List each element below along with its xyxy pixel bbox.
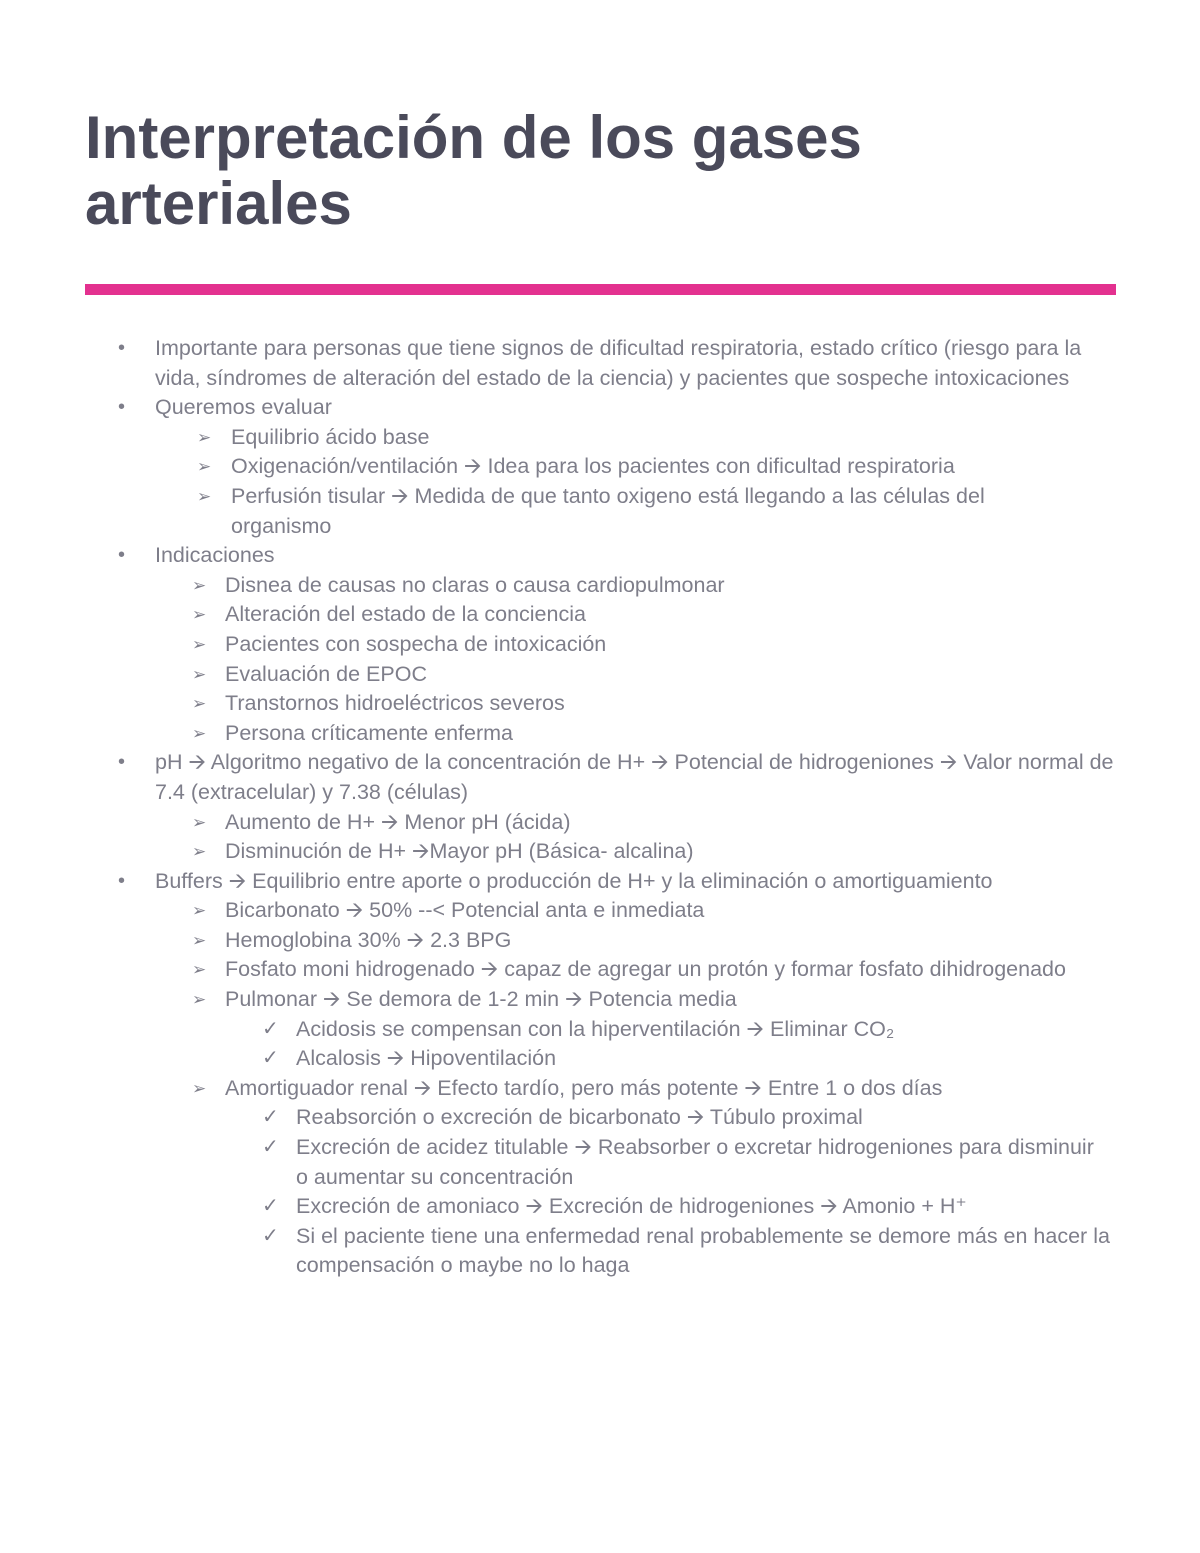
list-item-text: Fosfato moni hidrogenado 🡪 capaz de agregar un protón y formar fosfato dihidrogenado [225,957,1066,982]
arrowhead-bullet-icon: ➢ [192,1078,207,1098]
arrowhead-bullet-icon: ➢ [192,634,207,654]
bullet-icon: • [118,544,126,567]
list-item-text: Alteración del estado de la conciencia [225,602,586,627]
list-item [0,482,1200,541]
checkmark-icon: ✓ [262,1106,279,1129]
list-item-text: Queremos evaluar [155,395,332,420]
arrowhead-bullet-icon: ➢ [192,901,207,921]
list-item [0,423,1200,453]
list-item [0,719,1200,749]
list-item [0,600,1200,630]
list-item-text: Aumento de H+ 🡪 Menor pH (ácida) [225,809,571,834]
bullet-icon: • [118,396,126,419]
list-item-text: Reabsorción o excreción de bicarbonato 🡪 Túbulo proximal [296,1105,863,1130]
list-item [0,867,1200,897]
list-item-text: Hemoglobina 30% 🡪 2.3 BPG [225,927,512,952]
list-item [0,808,1200,838]
list-item [0,630,1200,660]
list-item-text: Disminución de H+ 🡪Mayor pH (Básica- alcalina) [225,839,694,864]
list-item-text: Importante para personas que tiene signos de dificultad respiratoria, estado crítico (riesgo para la vida, síndromes de alteración del estado de la ciencia) y pacientes que sospeche intoxicaciones [155,336,1082,390]
list-item [0,1015,1200,1045]
list-item [0,334,1200,393]
list-item [0,541,1200,571]
list-item-text: Bicarbonato 🡪 50% --< Potencial anta e inmediata [225,898,705,923]
list-item-text: Transtornos hidroeléctricos severos [225,691,565,716]
list-item [0,1222,1200,1281]
arrowhead-bullet-icon: ➢ [192,605,207,625]
list-item [0,1074,1200,1104]
list-item [0,896,1200,926]
list-item [0,660,1200,690]
arrowhead-bullet-icon: ➢ [192,930,207,950]
arrowhead-bullet-icon: ➢ [192,960,207,980]
list-item-text: Buffers 🡪 Equilibrio entre aporte o producción de H+ y la eliminación o amortiguamiento [155,868,993,893]
list-item-text: Perfusión tisular 🡪 Medida de que tanto oxigeno está llegando a las células del organismo [231,483,985,538]
arrowhead-bullet-icon: ➢ [192,664,207,684]
checkmark-icon: ✓ [262,1047,279,1070]
list-item-text: Equilibrio ácido base [231,424,430,449]
list-item [0,837,1200,867]
list-item-text: Acidosis se compensan con la hiperventilación 🡪 Eliminar CO₂ [296,1016,895,1041]
arrowhead-bullet-icon: ➢ [192,575,207,595]
list-item [0,1103,1200,1133]
list-item [0,985,1200,1015]
list-item-text: Pulmonar 🡪 Se demora de 1-2 min 🡪 Potencia media [225,987,737,1012]
checkmark-icon: ✓ [262,1136,279,1159]
arrowhead-bullet-icon: ➢ [192,842,207,862]
list-item-text: Disnea de causas no claras o causa cardiopulmonar [225,572,725,597]
list-item-text: Persona críticamente enferma [225,720,513,745]
list-item-text: Evaluación de EPOC [225,661,427,686]
checkmark-icon: ✓ [262,1017,279,1040]
notes-list [0,334,1200,1281]
list-item [0,1133,1200,1192]
list-item-text: Pacientes con sospecha de intoxicación [225,631,607,656]
list-item [0,452,1200,482]
bullet-icon: • [118,337,126,359]
list-item [0,689,1200,719]
list-item [0,571,1200,601]
list-item [0,1044,1200,1074]
arrowhead-bullet-icon: ➢ [192,812,207,832]
list-item [0,393,1200,423]
arrowhead-bullet-icon: ➢ [192,723,207,743]
arrowhead-bullet-icon: ➢ [192,990,207,1010]
list-item-text: Indicaciones [155,543,275,568]
checkmark-icon: ✓ [262,1195,279,1218]
list-item [0,926,1200,956]
page-title: Interpretación de los gases arteriales [85,104,862,237]
list-item-text: Alcalosis 🡪 Hipoventilación [296,1046,557,1071]
checkmark-icon: ✓ [262,1224,279,1247]
arrowhead-bullet-icon: ➢ [197,427,212,447]
bullet-icon: • [118,869,126,892]
list-item [0,955,1200,985]
arrowhead-bullet-icon: ➢ [197,486,212,506]
list-item-text: Excreción de acidez titulable 🡪 Reabsorber o excretar hidrogeniones para disminuir o aumentar su concentración [296,1135,1094,1189]
title-divider [85,284,1116,295]
list-item-text: Amortiguador renal 🡪 Efecto tardío, pero más potente 🡪 Entre 1 o dos días [225,1075,943,1100]
list-item-text: Excreción de amoniaco 🡪 Excreción de hidrogeniones 🡪 Amonio + H⁺ [296,1194,967,1219]
list-item-text: Oxigenación/ventilación 🡪 Idea para los pacientes con dificultad respiratoria [231,454,955,479]
list-item-text: Si el paciente tiene una enfermedad renal probablemente se demore más en hacer la compensación o maybe no lo haga [296,1223,1110,1278]
arrowhead-bullet-icon: ➢ [197,457,212,477]
arrowhead-bullet-icon: ➢ [192,694,207,714]
bullet-icon: • [118,751,126,774]
list-item-text: pH 🡪 Algoritmo negativo de la concentración de H+ 🡪 Potencial de hidrogeniones 🡪 Valor normal de 7.4 (extracelular) y 7.38 (células) [155,750,1114,804]
list-item [0,748,1200,807]
list-item [0,1192,1200,1222]
